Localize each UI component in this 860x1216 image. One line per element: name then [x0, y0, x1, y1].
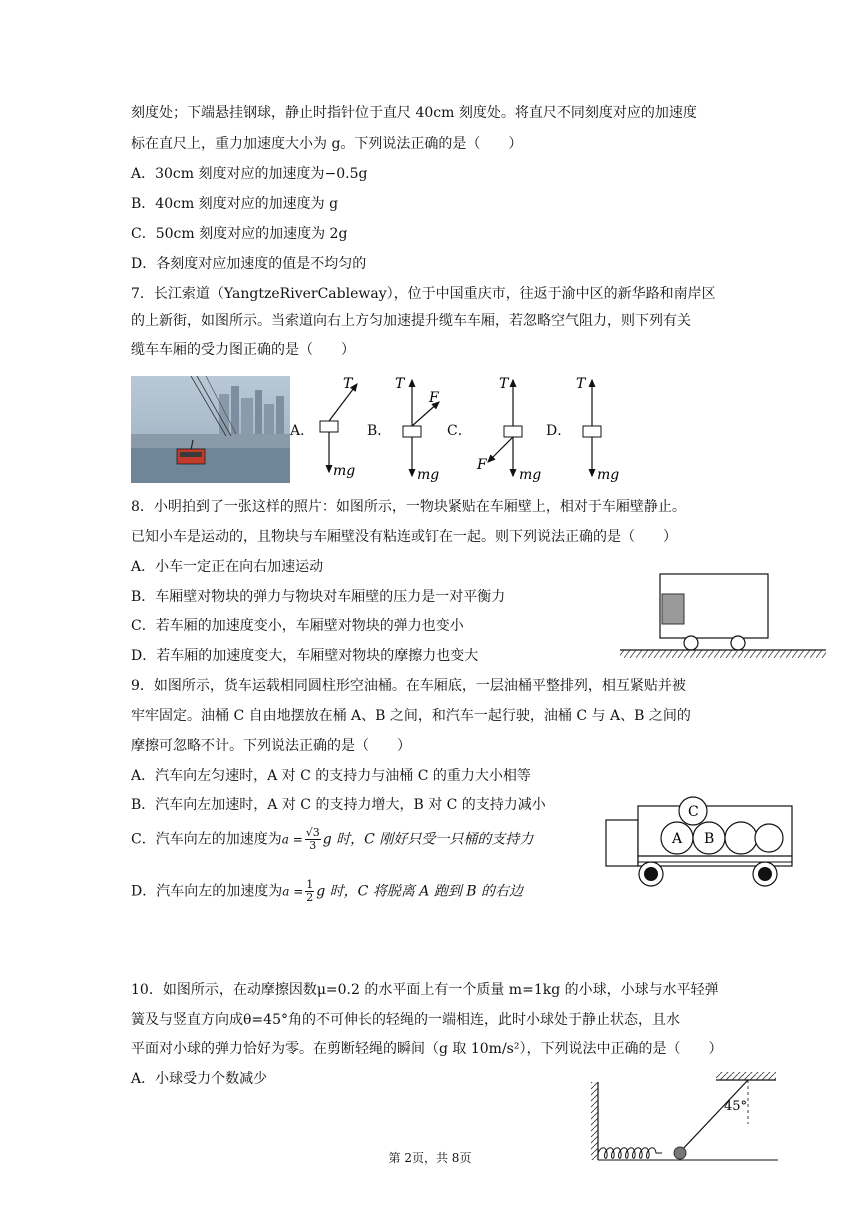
- wheel-right: [731, 636, 745, 650]
- q9-option-d: D．汽车向左的加速度为a = $\frac{1}{2}$ g 时，C 将脱离 A 跑到 B 的右边: [131, 878, 524, 904]
- q8-line2: 已知小车是运动的，且物块与车厢壁没有粘连或钉在一起。则下列说法正确的是（ ）: [131, 529, 677, 545]
- label-T: T: [343, 376, 353, 392]
- q7-line1: 7．长江索道（YangtzeRiverCableway），位于中国重庆市，往返于渝中区的新华路和南岸区: [131, 286, 716, 302]
- q6-option-a: A．30cm 刻度对应的加速度为−0.5g: [131, 166, 368, 182]
- cart-figure: [618, 570, 828, 662]
- force-diagram-a: [305, 372, 365, 484]
- page-footer: 第 2页，共 8页: [388, 1151, 472, 1165]
- q6-option-d: D．各刻度对应加速度的值是不均匀的: [131, 256, 367, 272]
- q7-option-c-label: C．: [447, 423, 472, 439]
- q8-option-b: B．车厢壁对物块的弹力与物块对车厢壁的压力是一对平衡力: [131, 589, 506, 605]
- wheel-rear: [758, 867, 772, 881]
- svg-text:T: T: [576, 376, 586, 392]
- label-mg: mg: [333, 463, 356, 479]
- truck-figure: [604, 796, 796, 892]
- q7-option-d-label: D．: [546, 423, 572, 439]
- truck-cab: [606, 820, 638, 866]
- force-diagram-d: [573, 372, 629, 484]
- q10-line1: 10．如图所示，在动摩擦因数μ=0.2 的水平面上有一个质量 m=1kg 的小球，小球与水平轻弹: [131, 982, 719, 998]
- q10-line2: 簧及与竖直方向成θ=45°角的不可伸长的轻绳的一端相连，此时小球处于静止状态，且水: [131, 1012, 680, 1028]
- svg-text:A: A: [672, 831, 683, 847]
- q10-line3: 平面对小球的弹力恰好为零。在剪断轻绳的瞬间（g 取 10m/s²），下列说法中正确的是（ ）: [131, 1041, 723, 1057]
- q7-line2: 的上新街，如图所示。当索道向右上方匀加速提升缆车车厢，若忽略空气阻力，则下列有关: [131, 313, 691, 329]
- force-diagram-b: [393, 372, 449, 484]
- q9-option-c: C．汽车向左的加速度为a = $\frac{√3}{3}$ g 时，C 刚好只受一只桶的支持力: [131, 826, 534, 852]
- q6-option-b: B．40cm 刻度对应的加速度为 g: [131, 196, 339, 212]
- q8-option-d: D．若车厢的加速度变大，车厢壁对物块的摩擦力也变大: [131, 648, 479, 664]
- q8-option-a: A．小车一定正在向右加速运动: [131, 559, 324, 575]
- q7-option-a-label: A．: [290, 423, 315, 439]
- cable-car-photo: [131, 376, 290, 483]
- q8-option-c: C．若车厢的加速度变小，车厢壁对物块的弹力也变小: [131, 618, 464, 634]
- svg-text:F: F: [477, 457, 487, 473]
- q9-line1: 9．如图所示，货车运载相同圆柱形空油桶。在车厢底，一层油桶平整排列，相互紧贴并被: [131, 678, 686, 694]
- svg-text:45°: 45°: [724, 1099, 748, 1114]
- svg-text:T: T: [395, 376, 405, 392]
- drum-3: [725, 822, 757, 854]
- q9-option-a: A．汽车向左匀速时，A 对 C 的支持力与油桶 C 的重力大小相等: [131, 768, 531, 784]
- q10-option-a: A．小球受力个数减少: [131, 1071, 268, 1087]
- wheel-left: [684, 636, 698, 650]
- q6-line2: 标在直尺上，重力加速度大小为 g。下列说法正确的是（ ）: [131, 136, 523, 152]
- q9-option-b: B．汽车向左加速时，A 对 C 的支持力增大，B 对 C 的支持力减小: [131, 797, 546, 813]
- svg-text:C: C: [688, 804, 699, 820]
- q8-line1: 8．小明拍到了一张这样的照片：如图所示，一物块紧贴在车厢壁上，相对于车厢壁静止。: [131, 499, 686, 515]
- rope: [680, 1080, 748, 1152]
- q9-line2: 牢牢固定。油桶 C 自由地摆放在桶 A、B 之间，和汽车一起行驶，油桶 C 与 A、B 之间的: [131, 708, 691, 724]
- svg-text:mg: mg: [519, 467, 542, 483]
- wheel-front: [644, 867, 658, 881]
- drum-4: [755, 824, 783, 852]
- q6-line1: 刻度处；下端悬挂钢球，静止时指针位于直尺 40cm 刻度处。将直尺不同刻度对应的加速度: [131, 105, 697, 121]
- q6-option-c: C．50cm 刻度对应的加速度为 2g: [131, 226, 348, 242]
- svg-text:mg: mg: [597, 467, 620, 483]
- block: [662, 594, 684, 624]
- svg-text:T: T: [499, 376, 509, 392]
- q7-option-b-label: B．: [367, 423, 392, 439]
- q9-line3: 摩擦可忽略不计。下列说法正确的是（ ）: [131, 738, 411, 754]
- svg-text:mg: mg: [417, 467, 440, 483]
- force-diagram-c: [474, 372, 544, 484]
- svg-text:B: B: [704, 831, 715, 847]
- svg-text:F: F: [429, 390, 439, 406]
- q7-line3: 缆车车厢的受力图正确的是（ ）: [131, 342, 355, 358]
